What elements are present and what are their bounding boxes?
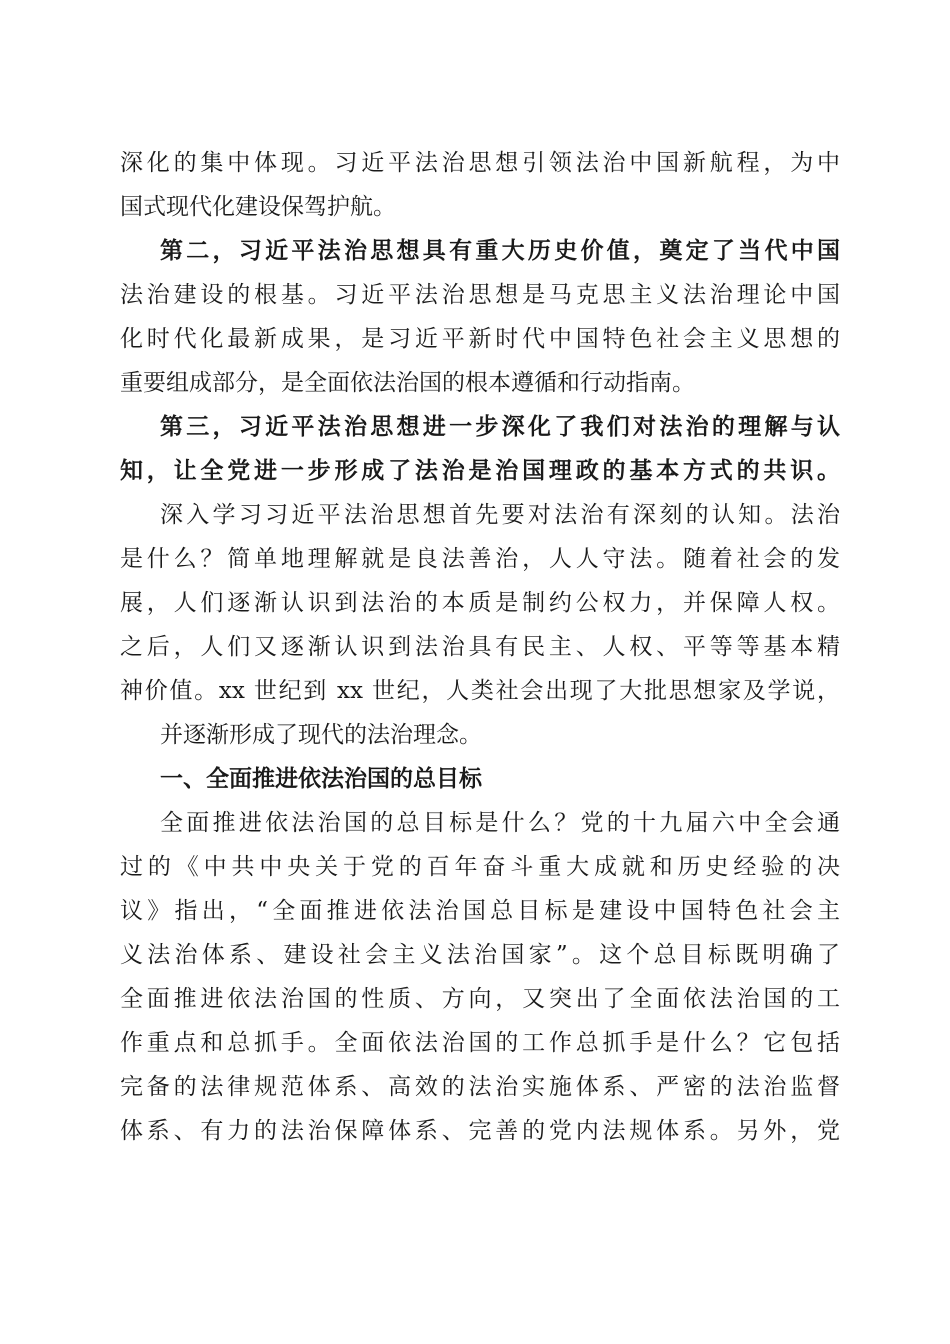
text-line: 重要组成部分，是全面依法治国的根本遵循和行动指南。	[120, 370, 695, 396]
section-heading: 一、全面推进依法治国的总目标	[160, 766, 482, 792]
text-line: 神价值。xx 世纪到 xx 世纪，人类社会出现了大批思想家及学说，	[120, 678, 840, 704]
text-line: 之后，人们又逐渐认识到法治具有民主、人权、平等等基本精	[120, 634, 840, 660]
text-line: 深化的集中体现。习近平法治思想引领法治中国新航程，为中	[120, 150, 840, 176]
text-line: 过的《中共中央关于党的百年奋斗重大成就和历史经验的决	[120, 854, 840, 880]
text-line: 第二，习近平法治思想具有重大历史价值，奠定了当代中国	[160, 237, 840, 264]
text-line: 展，人们逐渐认识到法治的本质是制约公权力，并保障人权。	[120, 590, 840, 616]
text-line: 完备的法律规范体系、高效的法治实施体系、严密的法治监督	[120, 1074, 840, 1100]
text-line: 国式现代化建设保驾护航。	[120, 194, 396, 220]
text-line: 深入学习习近平法治思想首先要对法治有深刻的认知。法治	[160, 502, 840, 528]
text-line: 义法治体系、建设社会主义法治国家”。这个总目标既明确了	[120, 942, 840, 968]
text-line: 作重点和总抓手。全面依法治国的工作总抓手是什么？它包括	[120, 1030, 840, 1056]
text-line: 议》指出，“全面推进依法治国总目标是建设中国特色社会主	[120, 898, 840, 924]
text-line: 法治建设的根基。习近平法治思想是马克思主义法治理论中国	[120, 282, 840, 308]
text-line: 第三，习近平法治思想进一步深化了我们对法治的理解与认	[160, 413, 840, 440]
text-line: 全面推进依法治国的性质、方向，又突出了全面依法治国的工	[120, 986, 840, 1012]
text-line: 全面推进依法治国的总目标是什么？党的十九届六中全会通	[160, 810, 840, 836]
text-line: 并逐渐形成了现代的法治理念。	[160, 722, 482, 748]
text-line: 体系、有力的法治保障体系、完善的党内法规体系。另外，党	[120, 1118, 840, 1144]
text-line: 知，让全党进一步形成了法治是治国理政的基本方式的共识。	[120, 457, 840, 484]
text-line: 化时代化最新成果，是习近平新时代中国特色社会主义思想的	[120, 326, 840, 352]
text-line: 是什么？简单地理解就是良法善治，人人守法。随着社会的发	[120, 546, 840, 572]
